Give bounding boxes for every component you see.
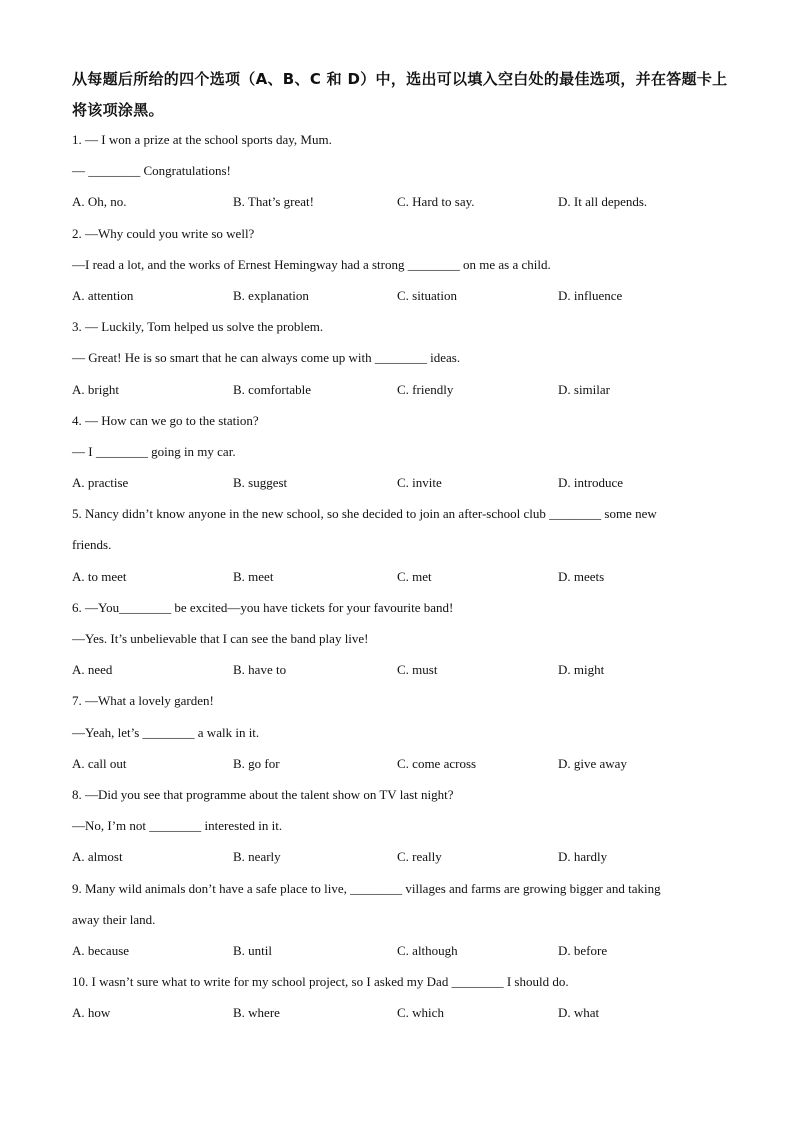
question-5 xyxy=(72,498,732,592)
option-a: A. practise xyxy=(72,475,129,491)
question-stem: 8. —Did you see that programme about the talent show on TV last night? xyxy=(72,786,454,802)
answer-options xyxy=(72,997,732,1028)
option-a: A. call out xyxy=(72,755,127,771)
option-d: D. introduce xyxy=(558,475,623,491)
question-stem: 3. — Luckily, Tom helped us solve the problem. xyxy=(72,319,324,335)
option-c: C. situation xyxy=(397,287,457,303)
option-a: A. need xyxy=(72,662,113,678)
option-b: B. suggest xyxy=(233,475,288,491)
answer-options xyxy=(72,841,732,872)
option-d: D. influence xyxy=(558,287,623,303)
option-a: A. Oh, no. xyxy=(72,194,127,210)
option-b: B. meet xyxy=(233,568,274,584)
option-b: B. go for xyxy=(233,755,280,771)
question-stem: 5. Nancy didn’t know anyone in the new school, so she decided to join an after-school club ________ some new xyxy=(72,506,657,522)
question-9 xyxy=(72,873,732,967)
option-d: D. meets xyxy=(558,568,605,584)
option-b: B. That’s great! xyxy=(233,194,314,210)
section-instructions: 从每题后所给的四个选项（A、B、C 和 D）中，选出可以填入空白处的最佳选项，并在答题卡上将该项涂黑。 xyxy=(72,70,728,119)
option-c: C. invite xyxy=(397,475,442,491)
option-b: B. have to xyxy=(233,662,287,678)
answer-options xyxy=(72,186,732,217)
option-b: B. explanation xyxy=(233,287,309,303)
option-a: A. almost xyxy=(72,849,123,865)
option-c: C. come across xyxy=(397,755,477,771)
option-a: A. because xyxy=(72,942,130,958)
question-stem-continued: —No, I’m not ________ interested in it. xyxy=(72,818,283,834)
option-d: D. before xyxy=(558,942,608,958)
question-stem-continued: —I read a lot, and the works of Ernest Hemingway had a strong ________ on me as a child. xyxy=(72,256,551,272)
answer-options xyxy=(72,467,732,498)
question-stem: 4. — How can we go to the station? xyxy=(72,412,259,428)
question-stem-continued: away their land. xyxy=(72,911,156,927)
option-a: A. bright xyxy=(72,381,119,397)
question-6 xyxy=(72,592,732,686)
question-stem: 10. I wasn’t sure what to write for my school project, so I asked my Dad ________ I should do. xyxy=(72,974,569,990)
option-c: C. met xyxy=(397,568,432,584)
option-d: D. what xyxy=(558,1005,600,1021)
option-c: C. although xyxy=(397,942,458,958)
answer-options xyxy=(72,280,732,311)
option-a: A. how xyxy=(72,1005,111,1021)
question-stem: 7. —What a lovely garden! xyxy=(72,693,214,709)
question-stem-continued: friends. xyxy=(72,537,112,553)
answer-options xyxy=(72,374,732,405)
option-a: A. to meet xyxy=(72,568,127,584)
question-stem: 1. — I won a prize at the school sports day, Mum. xyxy=(72,132,332,147)
question-3 xyxy=(72,311,732,405)
question-stem: 6. —You________ be excited—you have tickets for your favourite band! xyxy=(72,599,454,615)
answer-options xyxy=(72,748,732,779)
answer-options xyxy=(72,935,732,966)
option-c: C. really xyxy=(397,849,442,865)
question-stem-continued: —Yes. It’s unbelievable that I can see the band play live! xyxy=(72,631,369,646)
question-stem-continued: —Yeah, let’s ________ a walk in it. xyxy=(72,724,260,740)
question-2 xyxy=(72,218,732,312)
option-b: B. nearly xyxy=(233,849,281,865)
question-4 xyxy=(72,405,732,499)
option-c: C. friendly xyxy=(397,381,454,397)
option-d: D. give away xyxy=(558,755,627,771)
option-d: D. similar xyxy=(558,381,610,397)
question-stem-continued: — ________ Congratulations! xyxy=(72,163,231,179)
answer-options xyxy=(72,654,732,685)
question-10 xyxy=(72,966,732,1028)
option-b: B. until xyxy=(233,942,273,958)
question-list xyxy=(72,124,732,1028)
option-d: D. It all depends. xyxy=(558,194,648,210)
question-stem-continued: — Great! He is so smart that he can always come up with ________ ideas. xyxy=(72,350,461,366)
question-7 xyxy=(72,685,732,779)
question-stem-continued: — I ________ going in my car. xyxy=(72,443,236,459)
question-stem: 2. —Why could you write so well? xyxy=(72,225,255,241)
option-c: C. must xyxy=(397,662,438,678)
option-a: A. attention xyxy=(72,287,134,303)
option-b: B. where xyxy=(233,1005,280,1021)
answer-options xyxy=(72,561,732,592)
question-8 xyxy=(72,779,732,873)
question-stem: 9. Many wild animals don’t have a safe place to live, ________ villages and farms are growing bigger and taking xyxy=(72,880,661,896)
option-b: B. comfortable xyxy=(233,381,311,397)
option-d: D. might xyxy=(558,662,605,678)
option-d: D. hardly xyxy=(558,849,608,865)
question-1 xyxy=(72,124,732,218)
option-c: C. Hard to say. xyxy=(397,194,475,210)
option-c: C. which xyxy=(397,1005,444,1021)
